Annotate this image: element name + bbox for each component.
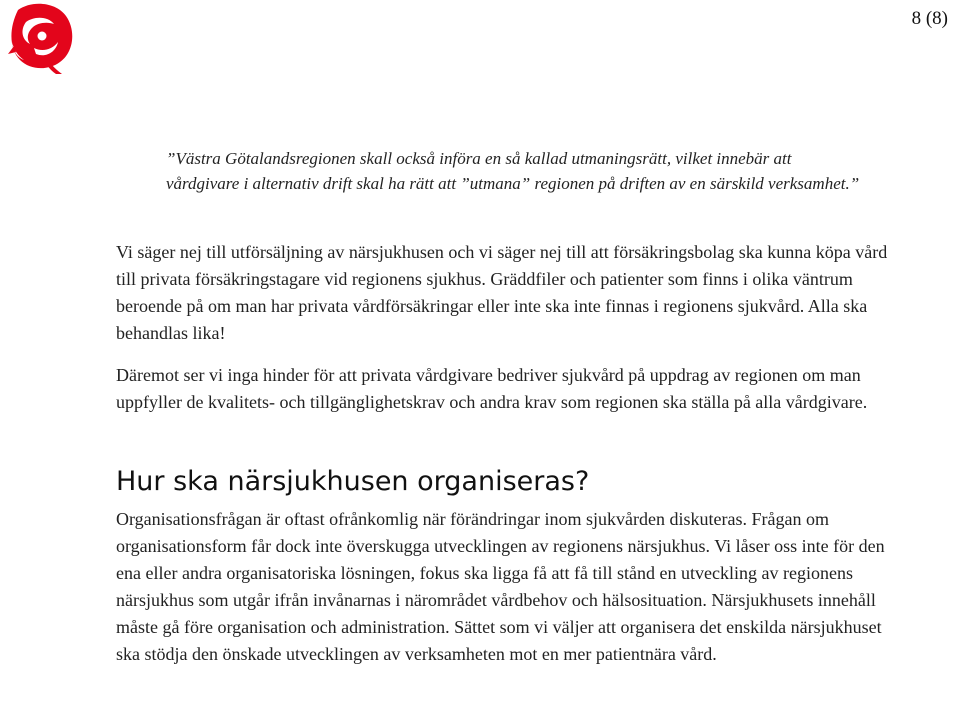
body-paragraph-1: Vi säger nej till utförsäljning av närsjukhusen och vi säger nej till att försäkringsbolag ska kunna köpa vård till privata försäkringstagare vid regionens sjukhus. Gräddfiler och patienter som finns i olika väntrum beroende på om man har privata vårdförsäkringar eller inte ska inte finnas i regionens sjukvård. Alla ska behandlas lika! xyxy=(116,242,888,343)
body-paragraph-3: Organisationsfrågan är oftast ofrånkomlig när förändringar inom sjukvården diskuteras. Frågan om organisationsform får dock inte överskugga utvecklingen av regionens närsjukhus. Vi låser oss inte för den ena eller andra organisatoriska lösningen, fokus ska ligga få att få till stånd en utveckling av regionens närsjukhus som utgår ifrån invånarnas i närområdet vårdbehov och hälsosituation. Närsjukhusets innehåll måste gå före organisation och administration. Sättet som vi väljer att organisera det enskilda närsjukhuset ska stödja den önskade utvecklingen av verksamheten mot en mer patientnära vård. xyxy=(116,509,885,664)
quote-paragraph: ”Västra Götalandsregionen skall också införa en så kallad utmaningsrätt, vilket innebär att vårdgivare i alternativ drift skal ha rätt att ”utmana” regionen på driften av en särskild verksamhet.” xyxy=(166,149,860,193)
page-number: 8 (8) xyxy=(911,8,948,29)
rose-logo-icon xyxy=(4,2,78,76)
section-heading: Hur ska närsjukhusen organiseras? xyxy=(116,466,590,497)
body-paragraph-2: Däremot ser vi inga hinder för att privata vårdgivare bedriver sjukvård på uppdrag av regionen om man uppfyller de kvalitets- och tillgänglighetskrav och andra krav som regionen ska ställa på alla vårdgivare. xyxy=(116,365,868,412)
